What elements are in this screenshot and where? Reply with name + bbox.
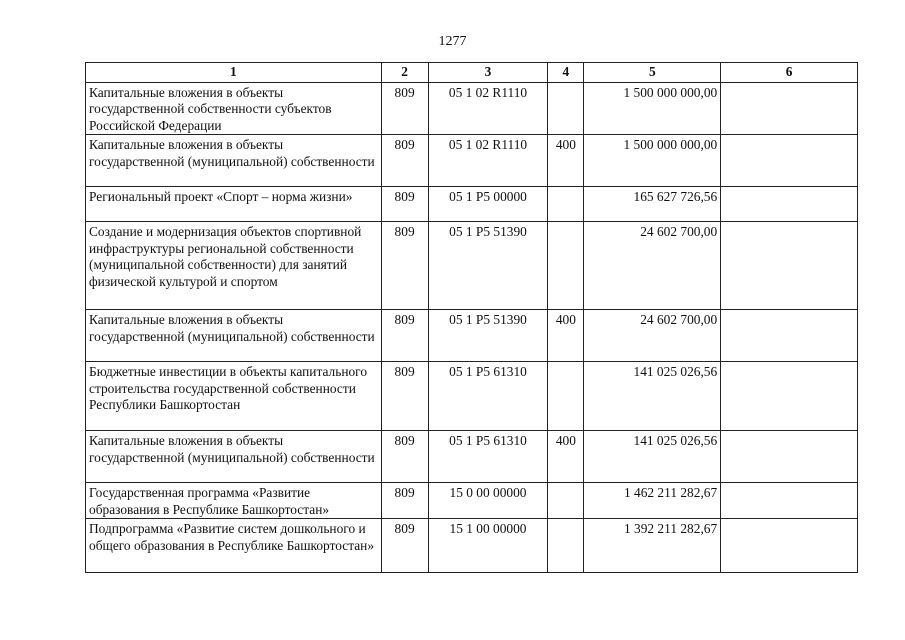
row-target: 05 1 P5 51390 xyxy=(428,310,548,362)
row-type xyxy=(548,362,584,431)
row-col6 xyxy=(721,135,858,187)
row-type: 400 xyxy=(548,431,584,483)
row-col6 xyxy=(721,362,858,431)
row-name: Капитальные вложения в объекты государственной (муниципальной) собственности xyxy=(86,135,382,187)
row-type xyxy=(548,519,584,573)
row-name: Капитальные вложения в объекты государственной собственности субъектов Российской Федерации xyxy=(86,82,382,135)
row-name: Бюджетные инвестиции в объекты капитального строительства государственной собственности Республики Башкортостан xyxy=(86,362,382,431)
row-ministry: 809 xyxy=(381,362,428,431)
row-col6 xyxy=(721,187,858,222)
row-amount: 141 025 026,56 xyxy=(584,362,721,431)
row-amount: 24 602 700,00 xyxy=(584,310,721,362)
row-type xyxy=(548,82,584,135)
row-ministry: 809 xyxy=(381,135,428,187)
row-name: Государственная программа «Развитие образования в Республике Башкортостан» xyxy=(86,483,382,519)
row-col6 xyxy=(721,310,858,362)
row-ministry: 809 xyxy=(381,310,428,362)
table-row xyxy=(86,431,858,483)
header-col-3: 3 xyxy=(428,63,548,83)
row-type xyxy=(548,222,584,310)
header-col-1: 1 xyxy=(86,63,382,83)
row-type xyxy=(548,483,584,519)
row-name: Капитальные вложения в объекты государственной (муниципальной) собственности xyxy=(86,431,382,483)
row-type: 400 xyxy=(548,310,584,362)
row-target: 15 0 00 00000 xyxy=(428,483,548,519)
header-col-2: 2 xyxy=(381,63,428,83)
row-ministry: 809 xyxy=(381,483,428,519)
row-target: 05 1 P5 61310 xyxy=(428,362,548,431)
row-col6 xyxy=(721,431,858,483)
table-row xyxy=(86,222,858,310)
row-amount: 1 392 211 282,67 xyxy=(584,519,721,573)
row-ministry: 809 xyxy=(381,82,428,135)
table-row xyxy=(86,362,858,431)
row-amount: 1 462 211 282,67 xyxy=(584,483,721,519)
table-row xyxy=(86,187,858,222)
row-amount: 24 602 700,00 xyxy=(584,222,721,310)
row-ministry: 809 xyxy=(381,222,428,310)
table-row xyxy=(86,483,858,519)
row-target: 05 1 P5 61310 xyxy=(428,431,548,483)
table-row xyxy=(86,519,858,573)
table-row xyxy=(86,310,858,362)
row-ministry: 809 xyxy=(381,519,428,573)
row-col6 xyxy=(721,222,858,310)
row-name: Региональный проект «Спорт – норма жизни» xyxy=(86,187,382,222)
row-amount: 165 627 726,56 xyxy=(584,187,721,222)
row-name: Создание и модернизация объектов спортивной инфраструктуры региональной собственности (муниципальной собственности) для занятий физической культурой и спортом xyxy=(86,222,382,310)
header-col-6: 6 xyxy=(721,63,858,83)
table-row xyxy=(86,82,858,135)
budget-table xyxy=(85,62,858,573)
row-ministry: 809 xyxy=(381,431,428,483)
row-target: 05 1 P5 51390 xyxy=(428,222,548,310)
row-amount: 1 500 000 000,00 xyxy=(584,135,721,187)
row-col6 xyxy=(721,519,858,573)
row-target: 05 1 02 R1110 xyxy=(428,82,548,135)
header-row xyxy=(86,63,858,83)
row-target: 05 1 02 R1110 xyxy=(428,135,548,187)
row-type xyxy=(548,187,584,222)
row-amount: 1 500 000 000,00 xyxy=(584,82,721,135)
row-target: 15 1 00 00000 xyxy=(428,519,548,573)
header-col-4: 4 xyxy=(548,63,584,83)
table-row xyxy=(86,135,858,187)
page-number: 1277 xyxy=(438,34,467,49)
row-amount: 141 025 026,56 xyxy=(584,431,721,483)
row-ministry: 809 xyxy=(381,187,428,222)
row-col6 xyxy=(721,483,858,519)
header-col-5: 5 xyxy=(584,63,721,83)
row-name: Подпрограмма «Развитие систем дошкольного и общего образования в Республике Башкортостан» xyxy=(86,519,382,573)
row-name: Капитальные вложения в объекты государственной (муниципальной) собственности xyxy=(86,310,382,362)
row-target: 05 1 P5 00000 xyxy=(428,187,548,222)
row-type: 400 xyxy=(548,135,584,187)
row-col6 xyxy=(721,82,858,135)
